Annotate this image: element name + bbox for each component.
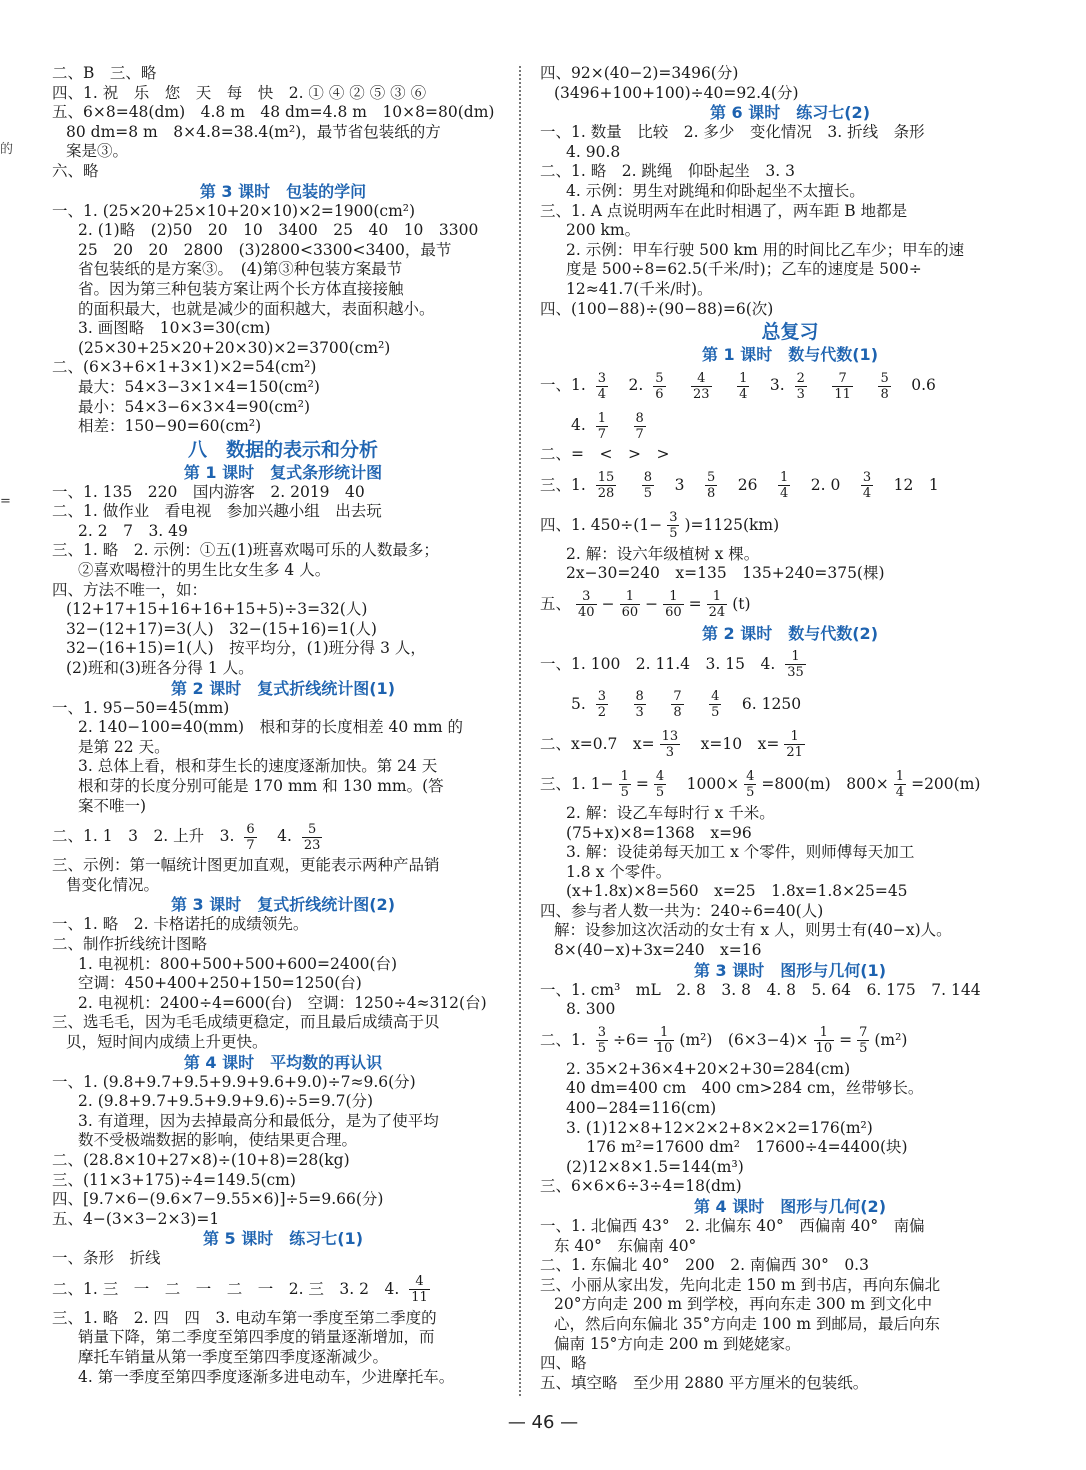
- numerator: 1: [620, 769, 629, 785]
- numerator: 1: [620, 589, 641, 605]
- answer-line: [540, 405, 1040, 445]
- fraction: [619, 769, 631, 800]
- denominator: 6: [655, 386, 664, 402]
- answer-line: 32−(12+17)=3(人) 32−(15+16)=1(人): [66, 619, 377, 638]
- text-segment: [613, 416, 629, 434]
- answer-line: 解：设参加这次活动的女士有 x 人，则男士有(40−x)人。: [554, 921, 952, 940]
- numerator: 4: [409, 1274, 430, 1290]
- section-heading: 第 5 课时 练习七(1): [202, 1229, 364, 1249]
- answer-line: 根和芽的长度分别可能是 170 mm 和 130 mm。(答: [78, 777, 444, 795]
- numerator: 13: [661, 729, 679, 745]
- answer-line: 32−(16+15)=1(人) 按平均分，(1)班分得 3 人，: [66, 639, 426, 658]
- answer-line: 是第 22 天。: [78, 737, 170, 756]
- numerator: 8: [635, 689, 644, 705]
- text-segment: 三、1. 1−: [540, 774, 614, 793]
- denominator: 4: [862, 486, 872, 502]
- fraction: [785, 649, 806, 680]
- text-segment: 3: [659, 475, 700, 494]
- text-segment: 26: [722, 475, 773, 494]
- section-heading: 第 2 课时 复式折线统计图(1): [170, 678, 396, 698]
- denominator: 5: [655, 785, 665, 801]
- answer-line: 2. 140−100=40(mm) 根和芽的长度相差 40 mm 的: [78, 718, 463, 737]
- answer-line: 2. 35×2+36×4+20×2+30=284(cm): [566, 1059, 851, 1078]
- section-heading: 第 4 课时 图形与几何(2): [693, 1197, 887, 1216]
- numerator: 7: [832, 371, 853, 387]
- fraction: [596, 470, 617, 501]
- denominator: 7: [635, 426, 644, 442]
- answer-line: 2. 电视机：2400÷4=600(台) 空调：1250÷4≈312(台): [78, 993, 487, 1012]
- answer-line: 案不唯一): [78, 796, 147, 815]
- text-segment: [621, 476, 637, 494]
- answer-line: 售变化情况。: [66, 875, 160, 894]
- answer-line: 四、参与者人数一共为：240÷6=40(人): [540, 901, 824, 920]
- fraction: [795, 371, 807, 402]
- denominator: 5: [643, 486, 653, 502]
- text-segment: 二、1. 三 一 二 一 二 一 2. 三 3. 2 4.: [52, 1279, 405, 1298]
- section-heading: 第 2 课时 数与代数(2): [701, 623, 879, 643]
- section-heading: 第 1 课时 数与代数(1): [701, 345, 879, 365]
- answer-line: [540, 724, 1040, 764]
- denominator: 60: [621, 605, 639, 621]
- answer-line: 2x−30=240 x=135 135+240=375(棵): [566, 564, 885, 583]
- answer-line: 二、(6×3+6×1+3×1)×2=54(cm²): [52, 358, 317, 377]
- answer-line: 3. 有道理，因为去掉最高分和最低分，是为了使平均: [78, 1111, 439, 1130]
- denominator: 11: [834, 386, 851, 402]
- numerator: 6: [246, 821, 255, 837]
- denominator: 5: [597, 1041, 606, 1057]
- text-segment: [689, 695, 705, 713]
- numerator: 3: [862, 470, 872, 486]
- answer-line: 最小：54×3−6×3×4=90(cm²): [78, 397, 311, 416]
- edge-mark: =: [0, 494, 11, 509]
- denominator: 8: [706, 486, 716, 502]
- answer-line: 二、1. 略 2. 跳绳 仰卧起坐 3. 3: [540, 162, 796, 181]
- answer-line: 1.8 x 个零件。: [566, 862, 672, 881]
- answer-line: 4. 90.8: [566, 142, 621, 161]
- answer-line: [540, 684, 1040, 724]
- fraction: [691, 371, 712, 402]
- text-segment: =200(m): [911, 774, 981, 793]
- text-segment: 二、1.: [540, 1030, 591, 1049]
- text-segment: =: [688, 594, 702, 613]
- numerator: 4: [746, 769, 755, 785]
- text-segment: 四、1. 450÷(1−: [540, 515, 663, 534]
- section-heading: 第 3 课时 图形与几何(1): [693, 960, 887, 980]
- section-heading: 第 1 课时 复式条形统计图: [183, 462, 383, 482]
- answer-line: 2. (9.8+9.7+9.5+9.9+9.6)÷5=9.7(分): [78, 1092, 374, 1111]
- answer-line: 一、1. (9.8+9.7+9.5+9.9+9.6+9.0)÷7≈9.6(分): [52, 1072, 416, 1091]
- denominator: 7: [597, 426, 606, 442]
- fraction: [654, 1025, 675, 1056]
- answer-line: [540, 764, 1040, 804]
- answer-line: 4. 示例：男生对跳绳和仰卧起坐不太擅长。: [566, 181, 865, 200]
- text-segment: 4.: [261, 827, 297, 846]
- answer-line: 五、填空略 至少用 2880 平方厘米的包装纸。: [540, 1373, 869, 1392]
- denominator: 5: [859, 1041, 868, 1057]
- answer-line: 心，然后向东偏北 35°方向走 100 m 到邮局，最后向东: [554, 1314, 940, 1333]
- answer-line: 东 40° 东偏南 40°: [554, 1236, 697, 1255]
- answer-line: 3. (1)12×8+12×2×2+8×2×2=176(m²): [566, 1118, 873, 1137]
- fraction: [302, 822, 323, 853]
- answer-line: (x+1.8x)×8=560 x=25 1.8x=1.8×25=45: [566, 882, 908, 901]
- numerator: 7: [673, 689, 682, 705]
- answer-line: 2. 解：设乙车每时行 x 千米。: [566, 803, 775, 822]
- edge-mark: 的: [0, 142, 14, 157]
- answer-line: 一、1. cm³ mL 2. 8 3. 8 4. 8 5. 64 6. 175 7. 144: [540, 980, 981, 999]
- text-segment: 4.: [540, 416, 591, 435]
- denominator: 40: [578, 605, 595, 621]
- denominator: 21: [786, 745, 803, 761]
- answer-line: 三、小丽从家出发，先向北走 150 m 到书店，再向东偏北: [540, 1275, 941, 1294]
- answer-line: 省包装纸的是方案③。 (4)第③种包装方案最节: [78, 260, 403, 279]
- answer-line: 二、B 三、略: [52, 64, 157, 82]
- answer-line: 贝，短时间内成绩上升更快。: [66, 1032, 268, 1051]
- fraction: [653, 371, 665, 402]
- section-heading: 八 数据的表示和分析: [187, 438, 378, 461]
- fraction: [596, 411, 608, 442]
- numerator: 3: [669, 510, 678, 526]
- answer-line: 四、92×(40−2)=3496(分): [540, 64, 739, 82]
- answer-line: (75+x)×8=1368 x=96: [566, 823, 752, 842]
- answer-line: 80 dm=8 m 8×4.8=38.4(m²)，最节省包装纸的方: [66, 122, 441, 141]
- answer-line: 六、略: [52, 161, 99, 180]
- text-segment: 一、1.: [540, 376, 591, 395]
- text-segment: 二、1. 1 3 2. 上升 3.: [52, 827, 240, 846]
- answer-line: 二、1. 做作业 看电视 参加兴趣小组 出去玩: [52, 502, 382, 521]
- answer-line: [540, 644, 1040, 684]
- answer-line: 摩托车销量从第一季度至第四季度逐渐减少。: [78, 1348, 389, 1367]
- fraction: [744, 769, 756, 800]
- answer-line: 2. (1)略 (2)50 20 10 3400 25 40 10 3300: [78, 221, 479, 240]
- answer-line: 一、1. (25×20+25×10+20×10)×2=1900(cm²): [52, 201, 416, 220]
- answer-line: 二、制作折线统计图略: [52, 934, 208, 953]
- answer-line: [52, 816, 514, 856]
- denominator: 4: [739, 386, 748, 402]
- numerator: 5: [880, 370, 889, 386]
- text-segment: (m²) (6×3−4)×: [679, 1030, 809, 1049]
- answer-line: 二、= < > >: [540, 445, 670, 464]
- numerator: 3: [576, 589, 597, 605]
- fraction: [778, 470, 790, 501]
- text-segment: 0.6: [895, 376, 936, 395]
- answer-line: [52, 1269, 514, 1309]
- fraction: [707, 589, 728, 620]
- answer-line: 一、1. 北偏西 43° 2. 北偏东 40° 西偏南 40° 南偏: [540, 1217, 925, 1235]
- denominator: 8: [880, 386, 889, 402]
- text-segment: 2.: [613, 376, 649, 395]
- answer-line: 3. 画图略 10×3=30(cm): [78, 319, 271, 338]
- denominator: 23: [303, 837, 321, 853]
- denominator: 5: [620, 785, 629, 801]
- right-column: [540, 64, 1040, 1393]
- text-segment: 3.: [754, 376, 790, 395]
- numerator: 1: [597, 410, 606, 426]
- text-segment: [858, 376, 874, 394]
- denominator: 11: [411, 1290, 428, 1306]
- text-segment: [671, 376, 687, 394]
- text-segment: (m²): [874, 1030, 908, 1049]
- answer-line: 12≈41.7(千米/时)。: [566, 279, 713, 298]
- fraction: [660, 729, 681, 760]
- numerator: 4: [655, 769, 665, 785]
- fraction: [663, 589, 684, 620]
- answer-line: 3. 解：设徒弟每天加工 x 个零件，则师傅每天加工: [566, 843, 915, 862]
- text-segment: 五、: [540, 594, 572, 613]
- fraction: [832, 371, 853, 402]
- answer-line: (12+17+15+16+16+15+5)÷3=32(人): [66, 600, 368, 619]
- numerator: 1: [785, 649, 806, 665]
- fraction: [667, 510, 679, 541]
- denominator: 3: [635, 705, 644, 721]
- text-segment: [812, 376, 828, 394]
- answer-line: (2)12×8×1.5=144(m³): [566, 1157, 744, 1176]
- answer-line: 四、(100−88)÷(90−88)=6(次): [540, 299, 774, 318]
- text-segment: )=1125(km): [684, 515, 780, 534]
- answer-line: 25 20 20 2800 (3)2800<3300<3400，最节: [78, 240, 452, 259]
- fraction: [620, 589, 641, 620]
- answer-line: 三、1. A 点说明两车在此时相遇了，两车距 B 地都是: [540, 201, 908, 220]
- answer-line: (25×30+25×20+20×30)×2=3700(cm²): [78, 338, 391, 357]
- fraction: [596, 371, 608, 402]
- numerator: 3: [597, 370, 606, 386]
- answer-line: 空调：450+400+250+150=1250(台): [78, 974, 362, 993]
- section-heading: 第 6 课时 练习七(2): [709, 103, 871, 123]
- answer-line: 40 dm=400 cm 400 cm>284 cm，丝带够长。: [566, 1079, 924, 1098]
- numerator: 15: [597, 470, 615, 486]
- section-heading: 第 4 课时 平均数的再认识: [183, 1052, 383, 1072]
- denominator: 23: [693, 386, 710, 402]
- fraction: [705, 470, 717, 501]
- numerator: 1: [707, 589, 728, 605]
- answer-line: 五、6×8=48(dm) 4.8 m 48 dm=4.8 m 10×8=80(dm): [52, 103, 495, 122]
- answer-line: 数不受极端数据的影响，使结果更合理。: [78, 1131, 358, 1150]
- text-segment: 二、x=0.7 x=: [540, 734, 655, 753]
- denominator: 5: [746, 785, 755, 801]
- fraction: [409, 1274, 430, 1305]
- denominator: 3: [796, 386, 805, 402]
- answer-line: [540, 505, 1040, 545]
- numerator: 5: [302, 822, 323, 838]
- answer-line: 三、1. 略 2. 示例：①五(1)班喜欢喝可乐的人数最多；: [52, 541, 439, 560]
- fraction: [878, 371, 890, 402]
- answer-line: 四、1. 祝 乐 您 天 每 快 2. ① ④ ② ⑤ ③ ⑥: [52, 83, 427, 102]
- answer-line: 200 km。: [566, 221, 641, 240]
- answer-line: 三、6×6×6÷3÷4=18(dm): [540, 1177, 742, 1196]
- text-segment: [613, 695, 629, 713]
- answer-line: 20°方向走 200 m 到学校，再向东走 300 m 到文化中: [554, 1295, 933, 1314]
- numerator: 7: [859, 1025, 868, 1041]
- numerator: 1: [784, 729, 805, 745]
- numerator: 5: [706, 470, 716, 486]
- text-segment: [717, 376, 733, 394]
- answer-line: 二、(28.8×10+27×8)÷(10+8)=28(kg): [52, 1150, 350, 1169]
- answer-line: 的面积最大，也就是减少的面积越大，表面积越小。: [78, 299, 435, 318]
- denominator: 3: [665, 745, 675, 761]
- denominator: 28: [597, 486, 615, 502]
- answer-line: [540, 1020, 1040, 1060]
- text-segment: 一、1. 100 2. 11.4 3. 15 4.: [540, 654, 781, 673]
- text-segment: 2. 0: [795, 475, 856, 494]
- text-segment: 三、1.: [540, 475, 591, 494]
- text-segment: x=10 x=: [685, 734, 780, 753]
- denominator: 4: [597, 386, 606, 402]
- answer-line: 176 m²=17600 dm² 17600÷4=4400(块): [566, 1138, 908, 1157]
- fraction: [642, 470, 654, 501]
- fraction: [596, 689, 608, 720]
- text-segment: ÷6=: [613, 1030, 649, 1049]
- answer-line: 一、1. 数量 比较 2. 多少 变化情况 3. 折线 条形: [540, 123, 925, 142]
- denominator: 35: [787, 665, 804, 681]
- text-segment: [651, 695, 667, 713]
- answer-line: 四、[9.7×6−(9.6×7−9.55×6)]÷5=9.66(分): [52, 1190, 384, 1209]
- fraction: [709, 689, 721, 720]
- numerator: 1: [654, 1025, 675, 1041]
- numerator: 8: [643, 470, 653, 486]
- answer-line: 三、1. 略 2. 四 四 3. 电动车第一季度至第二季度的: [52, 1308, 437, 1327]
- fraction: [634, 411, 646, 442]
- fraction: [654, 769, 666, 800]
- fraction: [784, 729, 805, 760]
- numerator: 1: [779, 470, 789, 486]
- text-segment: 6. 1250: [726, 694, 802, 713]
- answer-line: ②喜欢喝橙汁的男生比女生多 4 人。: [78, 561, 331, 580]
- section-heading: 第 3 课时 复式折线统计图(2): [170, 895, 396, 915]
- denominator: 8: [673, 705, 682, 721]
- numerator: 1: [739, 370, 748, 386]
- fraction: [737, 371, 749, 402]
- fraction: [857, 1025, 869, 1056]
- text-segment: −: [645, 594, 659, 613]
- answer-line: [540, 584, 1040, 624]
- fraction: [861, 470, 873, 501]
- denominator: 5: [669, 526, 678, 542]
- answer-line: [540, 465, 1040, 505]
- answer-line: 相差：150−90=60(cm²): [78, 417, 262, 436]
- denominator: 7: [246, 837, 255, 853]
- text-segment: (t): [732, 594, 751, 613]
- fraction: [596, 1025, 608, 1056]
- numerator: 1: [814, 1025, 835, 1041]
- fraction: [244, 822, 256, 853]
- numerator: 1: [895, 769, 905, 785]
- text-segment: =: [635, 774, 649, 793]
- fraction: [576, 589, 597, 620]
- answer-line: 省。因为第三种包装方案让两个长方体直接接触: [78, 279, 404, 298]
- numerator: 4: [691, 371, 712, 387]
- answer-line: 四、略: [540, 1354, 587, 1373]
- answer-line: 三、(11×3+175)÷4=149.5(cm): [52, 1170, 296, 1189]
- fraction: [814, 1025, 835, 1056]
- denominator: 60: [665, 605, 682, 621]
- fraction: [894, 769, 906, 800]
- text-segment: =: [839, 1030, 853, 1049]
- numerator: 5: [655, 370, 664, 386]
- numerator: 8: [635, 410, 644, 426]
- page-number: — 46 —: [507, 1412, 579, 1433]
- text-segment: =800(m) 800×: [761, 774, 889, 793]
- denominator: 10: [815, 1041, 833, 1057]
- answer-line: 一、1. 95−50=45(mm): [52, 698, 230, 717]
- text-segment: 5.: [540, 694, 591, 713]
- numerator: 3: [597, 1025, 606, 1041]
- answer-line: 三、示例：第一幅统计图更加直观，更能表示两种产品销: [52, 856, 440, 875]
- answer-line: 8. 300: [566, 1000, 616, 1019]
- answer-line: (3496+100+100)÷40=92.4(分): [554, 83, 799, 102]
- answer-line: 一、条形 折线: [52, 1249, 161, 1268]
- numerator: 3: [597, 689, 606, 705]
- section-heading: 总复习: [761, 321, 819, 344]
- denominator: 10: [655, 1041, 673, 1057]
- section-heading: 第 3 课时 包装的学问: [199, 181, 367, 201]
- answer-line: [540, 365, 1040, 405]
- denominator: 2: [597, 705, 606, 721]
- answer-line: 一、1. 135 220 国内游客 2. 2019 40: [52, 482, 365, 501]
- column-divider: [519, 66, 521, 1396]
- denominator: 24: [708, 605, 726, 621]
- answer-line: 一、1. 略 2. 卡格诺托的成绩领先。: [52, 915, 309, 934]
- answer-line: 2. 2 7 3. 49: [78, 521, 188, 540]
- answer-line: 五、4−(3×3−2×3)=1: [52, 1209, 220, 1228]
- answer-line: 三、选毛毛，因为毛毛成绩更稳定，而且最后成绩高于贝: [52, 1013, 440, 1032]
- answer-line: 2. 示例：甲车行驶 500 km 用的时间比乙车少；甲车的速: [566, 240, 965, 259]
- text-segment: 1000×: [671, 774, 740, 793]
- numerator: 1: [663, 589, 684, 605]
- answer-line: 4. 第一季度至第四季度逐渐多进电动车，少进摩托车。: [78, 1367, 455, 1386]
- denominator: 5: [711, 705, 720, 721]
- answer-line: (2)班和(3)班各分得 1 人。: [66, 659, 254, 678]
- answer-line: 偏南 15°方向走 200 m 到姥姥家。: [554, 1334, 801, 1353]
- answer-line: 二、1. 东偏北 40° 200 2. 南偏西 30° 0.3: [540, 1256, 869, 1275]
- answer-line: 3. 总体上看，根和芽生长的速度逐渐加快。第 24 天: [78, 757, 438, 776]
- answer-line: 最大：54×3−3×1×4=150(cm²): [78, 377, 320, 396]
- fraction: [671, 689, 683, 720]
- numerator: 4: [711, 689, 720, 705]
- denominator: 4: [895, 785, 905, 801]
- answer-line: 案是③。: [66, 142, 129, 161]
- answer-line: 400−284=116(cm): [566, 1099, 717, 1118]
- answer-line: 销量下降，第二季度至第四季度的销量逐渐增加，而: [78, 1328, 435, 1347]
- answer-line: 1. 电视机：800+500+500+600=2400(台): [78, 954, 398, 973]
- denominator: 4: [779, 486, 789, 502]
- answer-line: 度是 500÷8=62.5(千米/时)；乙车的速度是 500÷: [566, 260, 922, 279]
- answer-line: 四、方法不唯一，如：: [52, 580, 208, 599]
- left-column: [52, 64, 514, 1387]
- answer-line: 8×(40−x)+3x=240 x=16: [554, 941, 762, 960]
- text-segment: 12 1: [878, 475, 939, 494]
- numerator: 2: [796, 370, 805, 386]
- answer-line: 2. 解：设六年级植树 x 棵。: [566, 544, 760, 563]
- fraction: [634, 689, 646, 720]
- text-segment: −: [601, 594, 615, 613]
